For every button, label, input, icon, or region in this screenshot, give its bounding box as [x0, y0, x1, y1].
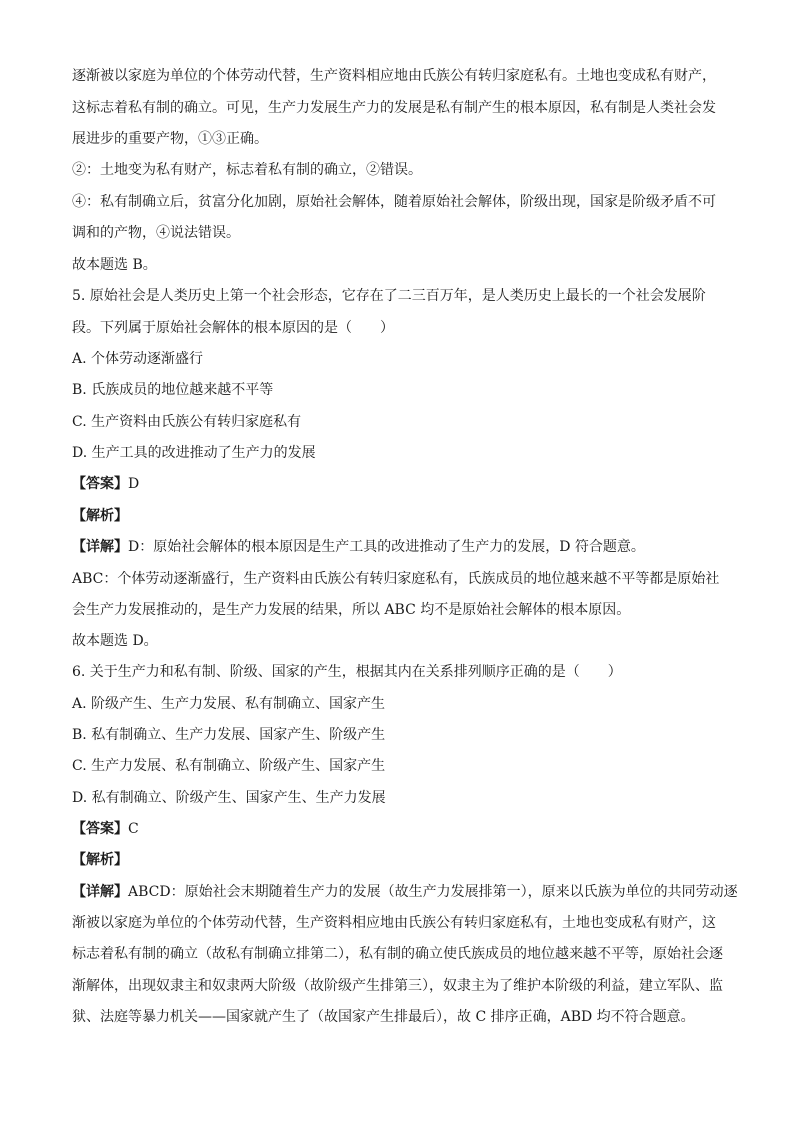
text-line: 逐渐被以家庭为单位的个体劳动代替，生产资料相应地由氏族公有转归家庭私有。土地也变成私有财产，: [72, 68, 716, 84]
question-6-option-b: B. 私有制确立、生产力发展、国家产生、阶级产生: [72, 727, 386, 743]
question-6-stem: 6. 关于生产力和私有制、阶级、国家的产生，根据其内在关系排列顺序正确的是（ ）: [72, 664, 622, 680]
text-line: 展进步的重要产物，①③正确。: [72, 131, 268, 147]
text-line: 这标志着私有制的确立。可见，生产力发展生产力的发展是私有制产生的根本原因，私有制是人类社会发: [72, 100, 716, 116]
text-line: 狱、法庭等暴力机关——国家就产生了（故国家产生排最后），故 C 排序正确，ABD 均不符合题意。: [72, 1009, 695, 1025]
text-line: ④：私有制确立后，贫富分化加剧，原始社会解体，随着原始社会解体，阶级出现，国家是阶级矛盾不可: [72, 194, 716, 210]
text-line: 渐解体，出现奴隶主和奴隶两大阶级（故阶级产生排第三），奴隶主为了维护本阶级的利益，建立军队、监: [72, 978, 723, 994]
text-line: 故本题选 B。: [72, 257, 157, 273]
text-line: 故本题选 D。: [72, 633, 158, 649]
question-6-option-a: A. 阶级产生、生产力发展、私有制确立、国家产生: [72, 696, 386, 712]
text-line: ②：土地变为私有财产，标志着私有制的确立，②错误。: [72, 162, 422, 178]
text-line: ABC：个体劳动逐渐盛行，生产资料由氏族公有转归家庭私有，氏族成员的地位越来越不平等都是原始社: [72, 571, 720, 587]
question-6-option-d: D. 私有制确立、阶级产生、国家产生、生产力发展: [72, 790, 386, 806]
question-5-stem: 5. 原始社会是人类历史上第一个社会形态，它存在了二三百万年，是人类历史上最长的一个社会发展阶: [72, 288, 706, 304]
question-5-option-c: C. 生产资料由氏族公有转归家庭私有: [72, 414, 302, 430]
analysis-heading: 【解析】: [72, 852, 128, 868]
question-5-stem: 段。下列属于原始社会解体的根本原因的是（ ）: [72, 320, 394, 336]
text-line: 渐被以家庭为单位的个体劳动代替，生产资料相应地由氏族公有转归家庭私有，土地也变成私有财产，这: [72, 915, 716, 931]
explanation-line: 【详解】D：原始社会解体的根本原因是生产工具的改进推动了生产力的发展，D 符合题意。: [72, 539, 645, 555]
text-line: 会生产力发展推动的，是生产力发展的结果，所以 ABC 均不是原始社会解体的根本原因。: [72, 602, 631, 618]
question-6-option-c: C. 生产力发展、私有制确立、阶级产生、国家产生: [72, 758, 386, 774]
explanation-line: 【详解】ABCD：原始社会末期随着生产力的发展（故生产力发展排第一），原来以氏族为单位的共同劳动逐: [72, 884, 738, 900]
question-5-option-d: D. 生产工具的改进推动了生产力的发展: [72, 445, 316, 461]
text-line: 调和的产物，④说法错误。: [72, 225, 240, 241]
question-5-option-b: B. 氏族成员的地位越来越不平等: [72, 382, 274, 398]
answer-line: 【答案】D: [72, 476, 140, 492]
answer-line: 【答案】C: [72, 821, 139, 837]
analysis-heading: 【解析】: [72, 508, 128, 524]
text-line: 标志着私有制的确立（故私有制确立排第二），私有制的确立使氏族成员的地位越来越不平等，原始社会逐: [72, 946, 723, 962]
question-5-option-a: A. 个体劳动逐渐盛行: [72, 351, 204, 367]
